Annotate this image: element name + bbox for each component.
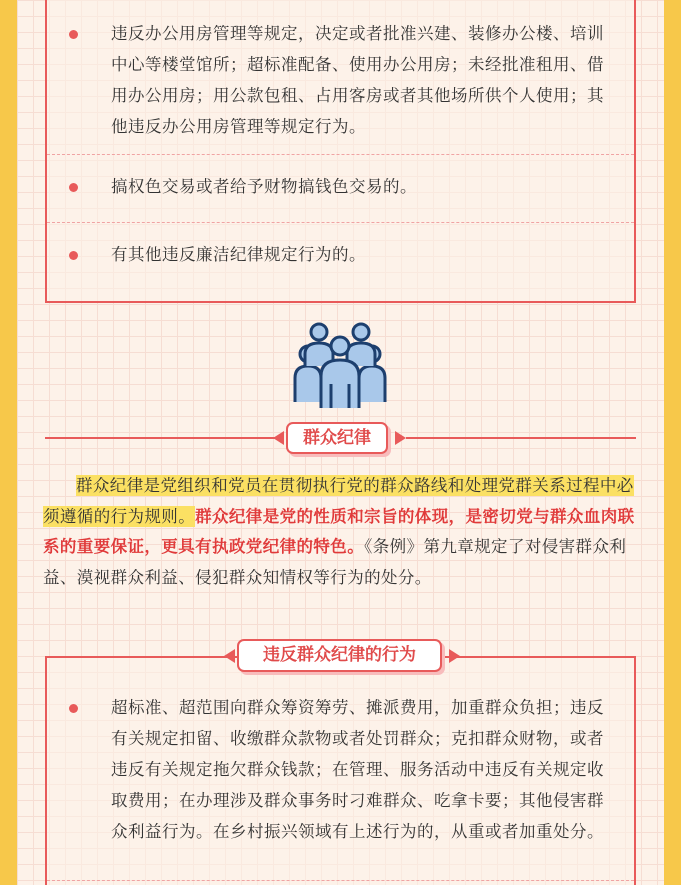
- divider: [47, 154, 634, 155]
- section-title-tab: [286, 422, 388, 454]
- people-group-icon: [293, 318, 387, 412]
- card-title-tab: [237, 639, 442, 672]
- list-item-text: 有其他违反廉洁纪律规定行为的。: [111, 245, 366, 264]
- bullet-dot: [69, 30, 78, 39]
- body-text: 《条例》第九章规定了对侵害群众利益、漠视群众利益、侵犯群众知情权等行为的处分。: [43, 537, 627, 587]
- bullet-dot: [69, 183, 78, 192]
- tab-arrow-left: [273, 431, 284, 445]
- divider: [47, 880, 634, 881]
- list-item-text: 违反办公用房管理等规定，决定或者批准兴建、装修办公楼、培训中心等楼堂馆所；超标准配备、使用办公用房；未经批准租用、借用办公用房；用公款包租、占用客房或者其他场所供个人使用；其他违反办公用房管理等规定行为。: [111, 24, 604, 136]
- emphasis-text: 群众纪律是党的性质和宗旨的体现，是密切党与群众血肉联系的重要保证，更具有执政党纪律的特色。: [43, 506, 635, 556]
- tab-arrow-right: [395, 431, 406, 445]
- tab-rule-right: [406, 437, 636, 439]
- page-background: [17, 0, 664, 885]
- bullet-dot: [69, 704, 78, 713]
- list-item-text: 超标准、超范围向群众筹资筹劳、摊派费用，加重群众负担；违反有关规定扣留、收缴群众款物或者处罚群众；克扣群众财物，或者违反有关规定拖欠群众钱款；在管理、服务活动中违反有关规定收取费用；在办理涉及群众事务时刁难群众、吃拿卡要；其他侵害群众利益行为。在乡村振兴领域有上述行为的，从重或者加重处分。: [111, 698, 604, 841]
- section-paragraph: [43, 471, 639, 593]
- tab-arrow-right: [449, 649, 460, 663]
- section-title: 群众纪律: [303, 428, 371, 448]
- violations-card-masses: [45, 656, 636, 885]
- card-title: 违反群众纪律的行为: [263, 645, 416, 665]
- bullet-dot: [69, 251, 78, 260]
- divider: [47, 222, 634, 223]
- violations-card-integrity: [45, 0, 636, 303]
- tab-rule-left: [45, 437, 283, 439]
- highlighted-text: 群众纪律是党组织和党员在贯彻执行党的群众路线和处理党群关系过程中必须遵循的行为规则。: [43, 476, 634, 526]
- list-item-text: 搞权色交易或者给予财物搞钱色交易的。: [111, 177, 417, 196]
- tab-arrow-left: [224, 649, 235, 663]
